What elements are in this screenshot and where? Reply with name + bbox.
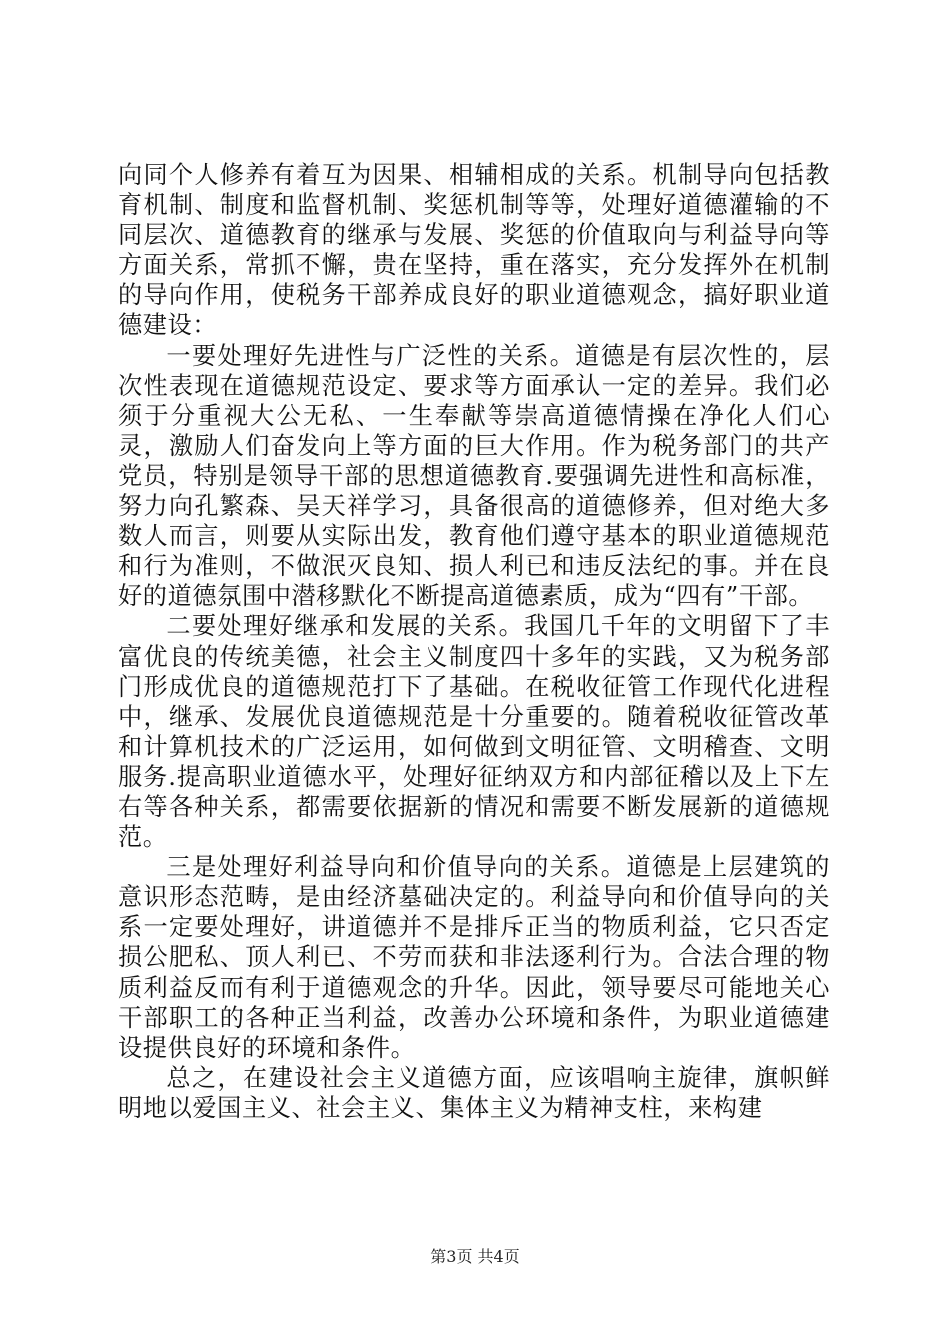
paragraph-inherit-and-develop: 二要处理好继承和发展的关系。我国几千年的文明留下了丰富优良的传统美德，社会主义制度四十多年的实践，又为税务部门形成优良的道德规范打下了基础。在税收征管工作现代化进程中，继承、发展优良道德规范是十分重要的。随着税收征管改革和计算机技术的广泛运用，如何做到文明征管、文明稽查、文明服务.提高职业道德水平，处理好征纳双方和内部征稽以及上下左右等各种关系，都需要依据新的情况和需要不断发展新的道德规范。 [118, 612, 830, 852]
paragraph-advanced-vs-broad: 一要处理好先进性与广泛性的关系。道德是有层次性的，层次性表现在道德规范设定、要求等方面承认一定的差异。我们必须于分重视大公无私、一生奉献等崇高道德情操在净化人们心灵，激励人们奋发向上等方面的巨大作用。作为税务部门的共产党员，特别是领导干部的思想道德教育.要强调先进性和高标准，努力向孔繁森、吴天祥学习，具备很高的道德修养，但对绝大多数人而言，则要从实际出发，教育他们遵守基本的职业道德规范和行为准则，不做泯灭良知、损人利已和违反法纪的事。并在良好的道德氛围中潜移默化不断提高道德素质，成为“四有”干部。 [118, 341, 830, 611]
document-body [118, 160, 830, 1123]
paragraph-continuation: 向同个人修养有着互为因果、相辅相成的关系。机制导向包括教育机制、制度和监督机制、奖惩机制等等，处理好道德灌输的不同层次、道德教育的继承与发展、奖惩的价值取向与利益导向等方面关系，常抓不懈，贵在坚持，重在落实，充分发挥外在机制的导向作用，使税务干部养成良好的职业道德观念，搞好职业道德建设： [118, 161, 830, 340]
page-number-footer: 第3页 共4页 [430, 1247, 520, 1266]
paragraph-conclusion: 总之，在建设社会主义道德方面，应该唱响主旋律，旗帜鲜明地以爱国主义、社会主义、集体主义为精神支柱，来构建 [118, 1063, 830, 1122]
paragraph-interest-vs-value: 三是处理好利益导向和价值导向的关系。道德是上层建筑的意识形态范畴，是由经济墓础决定的。利益导向和价值导向的关系一定要处理好，讲道德并不是排斥正当的物质利益，它只否定损公肥私、顶人利已、不劳而获和非法逐利行为。合法合理的物质利益反而有利于道德观念的升华。因此，领导要尽可能地关心干部职工的各种正当利益，改善办公环境和条件，为职业道德建设提供良好的环境和条件。 [118, 853, 830, 1062]
